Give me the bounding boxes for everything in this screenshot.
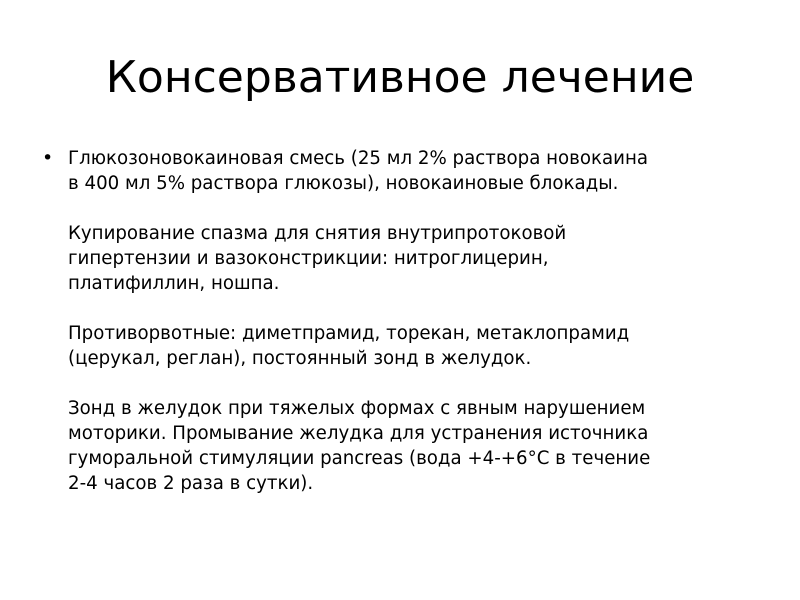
text-line: Противорвотные: диметпрамид, торекан, метаклопрамид [68, 323, 630, 344]
text-line: моторики. Промывание желудка для устранения источника [68, 423, 649, 444]
paragraph-glucose-novocaine [68, 146, 760, 196]
paragraph-antiemetics [68, 321, 760, 371]
text-line: (церукал, реглан), постоянный зонд в желудок. [68, 348, 532, 369]
paragraph-gastric-tube [68, 396, 760, 496]
bullet-icon: • [42, 147, 54, 169]
text-line: платифиллин, ношпа. [68, 273, 280, 294]
text-line: гипертензии и вазоконстрикции: нитроглицерин, [68, 248, 549, 269]
text-line: 2-4 часов 2 раза в сутки). [68, 473, 314, 494]
text-line: гуморальной стимуляции pancreas (вода +4-+6°С в течение [68, 448, 651, 469]
text-line: Глюкозоновокаиновая смесь (25 мл 2% раствора новокаина [68, 148, 649, 169]
paragraph-spasm-relief [68, 221, 760, 296]
slide-content [40, 146, 760, 496]
text-line: Купирование спазма для снятия внутрипротоковой [68, 223, 567, 244]
text-line: Зонд в желудок при тяжелых формах с явным нарушением [68, 398, 646, 419]
text-line: в 400 мл 5% раствора глюкозы), новокаиновые блокады. [68, 173, 619, 194]
bullet-item [40, 146, 760, 496]
slide-title: Консервативное лечение [105, 52, 695, 103]
bullet-body [68, 146, 760, 496]
